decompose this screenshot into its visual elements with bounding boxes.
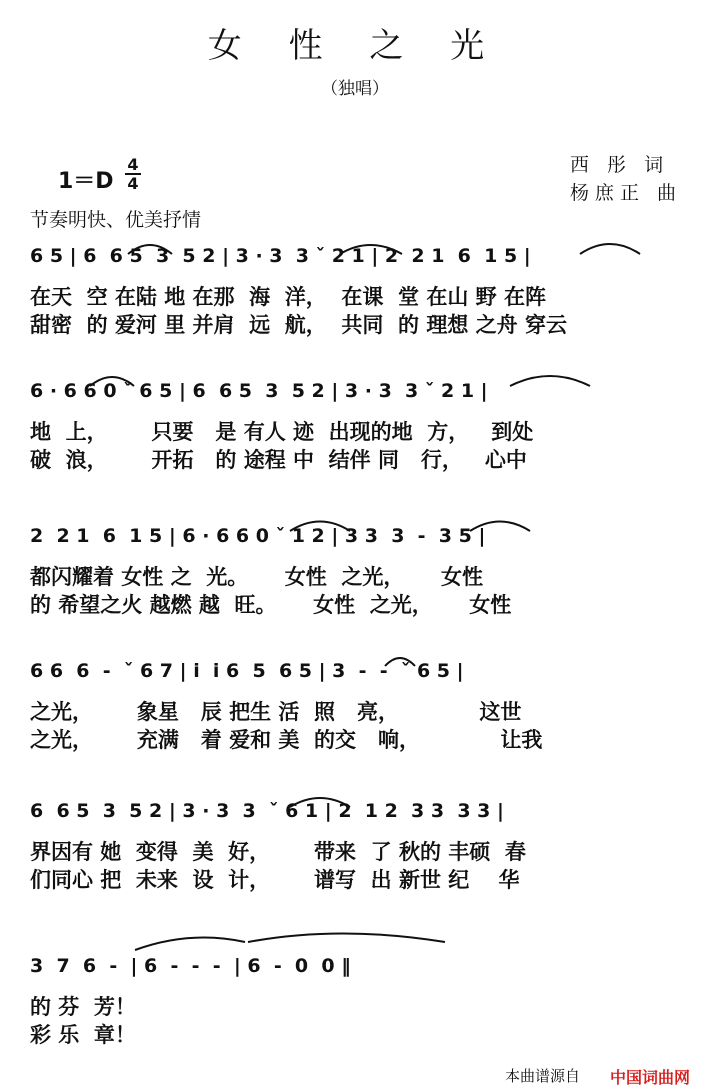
slur — [290, 798, 350, 807]
song-title: 女 性 之 光 — [207, 26, 503, 66]
key-signature: 1＝D — [58, 169, 114, 194]
slur — [90, 377, 134, 386]
lyric-verse1: 界因有 她 变得 美 好， 带来 了 秋的 丰硕 春 — [30, 840, 526, 864]
notation-line: 6 6 5 3 5 2 | 3 · 3 3 ˇ 6 1 | 2 1 2 3 3 3 3 | — [30, 800, 504, 822]
composer-credit: 杨庶正 曲 — [570, 182, 683, 204]
tempo-marking: 节奏明快、优美抒情 — [30, 209, 202, 231]
lyric-verse2: 甜密 的 爱河 里 并肩 远 航， 共同 的 理想 之舟 穿云 — [30, 313, 567, 337]
notation-line: 6 · 6 6 0 ˇ 6 5 | 6 6 5 3 5 2 | 3 · 3 3 ˇ 2 1 | — [30, 380, 488, 402]
song-subtitle: （独唱） — [321, 79, 389, 99]
lyric-verse2: 们同心 把 未来 设 计， 谱写 出 新世 纪 华 — [30, 868, 520, 892]
slur — [580, 244, 640, 254]
source-label: 本曲谱源自 — [505, 1067, 581, 1085]
notation-line: 2 2 1 6 1 5 | 6 · 6 6 0 ˇ 1 2 | 3 3 3 - 3 5 | — [30, 525, 486, 547]
lyric-verse2: 破 浪， 开拓 的 途程 中 结伴 同 行， 心中 — [30, 448, 527, 472]
meter-top: 4 — [127, 155, 139, 174]
notation-line: 6 6 6 - ˇ 6 7 | i i 6 5 6 5 | 3 - - ˇ 6 5 | — [30, 660, 464, 682]
slur — [290, 522, 350, 532]
lyricist-credit: 西 彤 词 — [570, 154, 670, 176]
slur — [248, 934, 445, 943]
slur — [135, 938, 245, 951]
slur — [385, 658, 415, 666]
notation-line: 3 7 6 - | 6 - - - | 6 - 0 0 ‖ — [30, 955, 351, 977]
notation-line: 6 5 | 6 6 5 3 5 2 | 3 · 3 3 ˇ 2 1 | 2 2 1 6 1 5 | — [30, 245, 531, 267]
lyric-verse1: 的 芬 芳！ — [30, 995, 136, 1019]
meter-bottom: 4 — [127, 174, 139, 193]
lyric-verse1: 都闪耀着 女性 之 光。 女性 之光， 女性 — [30, 565, 483, 589]
lyric-verse1: 在天 空 在陆 地 在那 海 洋， 在课 堂 在山 野 在阵 — [30, 285, 546, 309]
slur — [470, 522, 530, 532]
lyric-verse1: 之光， 象星 辰 把生 活 照 亮， 这世 — [30, 700, 522, 724]
slur — [128, 245, 172, 254]
lyric-verse2: 彩 乐 章！ — [30, 1023, 136, 1047]
lyric-verse2: 的 希望之火 越燃 越 旺。 女性 之光， 女性 — [30, 593, 512, 617]
lyric-verse2: 之光， 充满 着 爱和 美 的交 响， 让我 — [30, 728, 543, 752]
site-link[interactable]: 中国词曲网 — [610, 1068, 691, 1087]
lyric-verse1: 地 上， 只要 是 有人 迹 出现的地 方， 到处 — [30, 420, 534, 444]
slur — [510, 376, 590, 386]
slur — [340, 245, 402, 254]
